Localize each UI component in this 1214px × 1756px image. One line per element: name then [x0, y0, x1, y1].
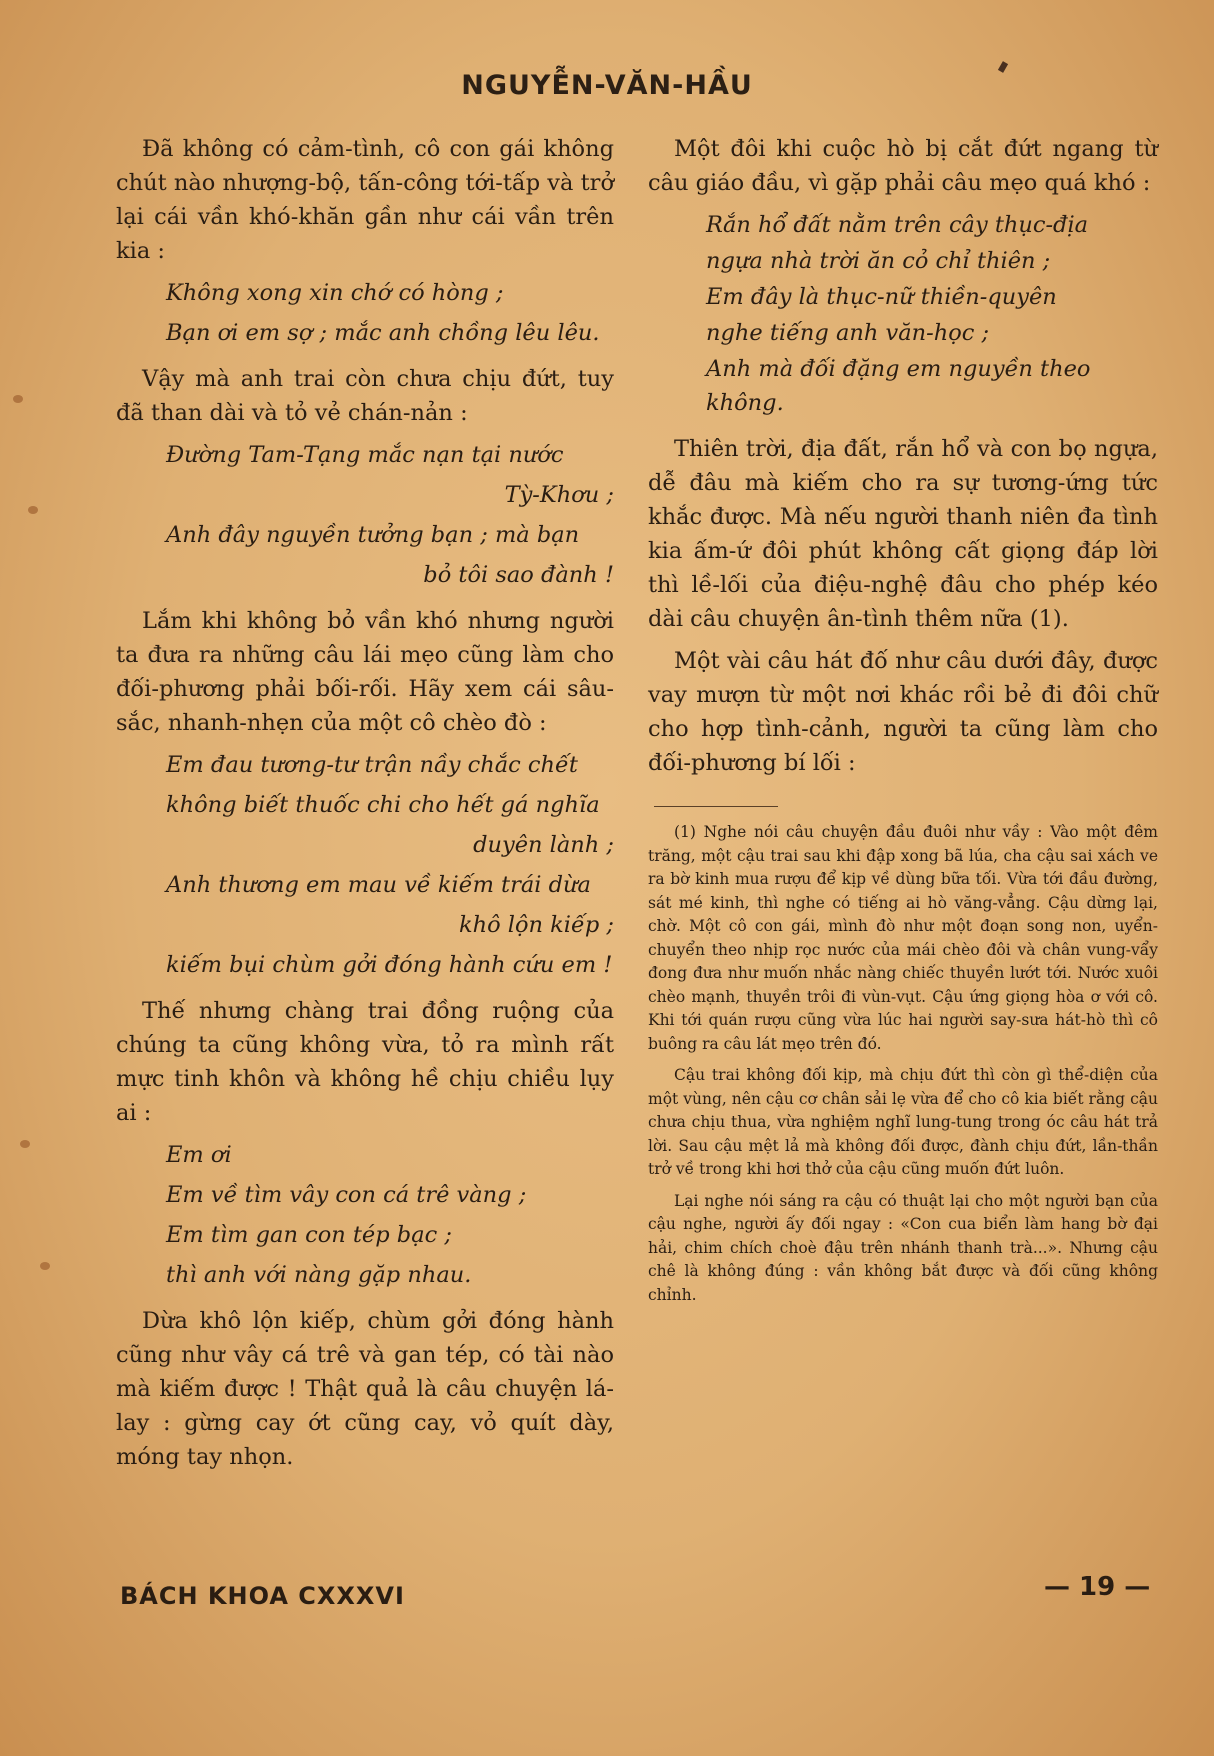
verse-line-continuation: Tỳ-Khơu ;	[504, 482, 614, 508]
footnote: Lại nghe nói sáng ra cậu có thuật lại cho một người bạn của cậu nghe, người ấy đối ngay : «Con cua biển làm hang bờ đại hải, chim chích choè đậu trên nhánh thanh trà...». Nhưng cậu chê là không đúng : vần không bắt được và đối cũng không chỉnh.	[648, 1191, 1158, 1304]
verse-line-continuation: duyên lành ;	[473, 832, 614, 858]
binding-hole	[28, 506, 38, 514]
verse-block	[116, 748, 614, 982]
verse-line: ngựa nhà trời ăn cỏ chỉ thiên ;	[706, 248, 1051, 274]
verse-block	[116, 276, 614, 350]
footnote-divider	[654, 806, 778, 807]
page-number: — 19 —	[1044, 1572, 1151, 1602]
binding-hole	[13, 395, 23, 403]
verse-line-continuation: bỏ tôi sao đành !	[423, 562, 614, 588]
paragraph: Dừa khô lộn kiếp, chùm gởi đóng hành cũng như vây cá trê và gan tép, có tài nào mà kiếm được ! Thật quả là câu chuyện lá-lay : gừng cay ớt cũng cay, vỏ quít dày, móng tay nhọn.	[116, 1308, 614, 1470]
verse-block	[116, 438, 614, 592]
paragraph: Một đôi khi cuộc hò bị cắt đứt ngang từ câu giáo đầu, vì gặp phải câu mẹo quá khó :	[648, 136, 1158, 196]
verse-line: Em tìm gan con tép bạc ;	[166, 1222, 452, 1248]
footnote: Cậu trai không đối kịp, mà chịu đứt thì còn gì thể-diện của một vùng, nên cậu cơ chân sải lẹ vừa để cho cô kia biết rằng cậu chưa chịu thua, vừa nghiệm nghĩ lung-tung trong óc câu hát trả lời. Sau cậu mệt lả mà không đối được, đành chịu đứt, lần-thần trở về trong khi hơi thở của cậu cũng muốn đứt luôn.	[648, 1066, 1158, 1178]
verse-block	[648, 208, 1158, 420]
verse-block	[116, 1138, 614, 1292]
paragraph: Đã không có cảm-tình, cô con gái không chút nào nhượng-bộ, tấn-công tới-tấp và trở lại cái vần khó-khăn gần như cái vần trên kia :	[116, 136, 614, 264]
verse-line: Anh đây nguyền tưởng bạn ; mà bạn	[166, 522, 580, 548]
paragraph: Thiên trời, địa đất, rắn hổ và con bọ ngựa, dễ đâu mà kiếm cho ra sự tương-ứng tức khắc được. Mà nếu người thanh niên đa tình kia ấm-ứ đôi phút không cất giọng đáp lời thì lề-lối của điệu-nghệ đâu cho phép kéo dài câu chuyện ân-tình thêm nữa (1).	[648, 436, 1158, 632]
verse-line: kiếm bụi chùm gởi đóng hành cứu em !	[166, 952, 613, 978]
binding-hole	[40, 1262, 50, 1270]
paragraph: Một vài câu hát đố như câu dưới đây, được vay mượn từ một nơi khác rồi bẻ đi đôi chữ cho hợp tình-cảnh, người ta cũng làm cho đối-phương bí lối :	[648, 648, 1158, 776]
verse-line: Đường Tam-Tạng mắc nạn tại nước	[166, 442, 564, 468]
verse-line: Không xong xin chớ có hòng ;	[166, 280, 504, 306]
paragraph: Vậy mà anh trai còn chưa chịu đứt, tuy đã than dài và tỏ vẻ chán-nản :	[116, 366, 614, 426]
verse-line: Em về tìm vây con cá trê vàng ;	[166, 1182, 527, 1208]
verse-line: Em đau tương-tư trận nầy chắc chết	[166, 752, 578, 778]
journal-footer: BÁCH KHOA CXXXVI	[120, 1582, 405, 1610]
binding-hole	[20, 1140, 30, 1148]
verse-line: Anh thương em mau về kiếm trái dừa	[166, 872, 591, 898]
paragraph: Lắm khi không bỏ vần khó nhưng người ta đưa ra những câu lái mẹo cũng làm cho đối-phương phải bối-rối. Hãy xem cái sâu-sắc, nhanh-nhẹn của một cô chèo đò :	[116, 608, 614, 736]
verse-line: Em đây là thục-nữ thiền-quyên	[706, 284, 1057, 310]
verse-line: Bạn ơi em sợ ; mắc anh chồng lêu lêu.	[166, 320, 600, 346]
verse-line: Anh mà đối đặng em nguyền theo không.	[706, 356, 1091, 416]
verse-line: Rắn hổ đất nằm trên cây thục-địa	[706, 212, 1089, 238]
verse-line: Em ơi	[166, 1142, 232, 1168]
verse-line-continuation: khô lộn kiếp ;	[458, 912, 614, 938]
verse-line: thì anh với nàng gặp nhau.	[166, 1262, 472, 1288]
paragraph: Thế nhưng chàng trai đồng ruộng của chúng ta cũng không vừa, tỏ ra mình rất mực tinh khôn và không hề chịu chiều lụy ai :	[116, 998, 614, 1126]
verse-line: không biết thuốc chi cho hết gá nghĩa	[166, 792, 600, 818]
left-column	[116, 132, 614, 1482]
verse-line: nghe tiếng anh văn-học ;	[706, 320, 990, 346]
running-header: NGUYỄN-VĂN-HẦU	[461, 70, 753, 101]
right-column	[648, 132, 1158, 1315]
footnote: (1) Nghe nói câu chuyện đầu đuôi như vầy : Vào một đêm trăng, một cậu trai sau khi đập xong bã lúa, cha cậu sai xách ve ra bờ kinh mua rượu để kịp về dùng bữa tối. Vừa tới đầu đường, sát mé kinh, thì nghe có tiếng ai hò văng-vẳng. Cậu dừng lại, chờ. Một cô con gái, mình đò như một đoạn song non, uyển-chuyển theo nhịp rọc nước của mái chèo đôi và chân vung-vẩy đong đưa như muốn nhắc nàng chiếc thuyền lướt tới. Nước xuôi chèo mạnh, thuyền trôi đi vùn-vụt. Cậu ứng giọng hòa ơ với cô. Khi tới quán rượu cũng vừa lúc hai người say-sưa hát-hò thì cô buông ra câu lát mẹo trên đó.	[648, 823, 1158, 1053]
